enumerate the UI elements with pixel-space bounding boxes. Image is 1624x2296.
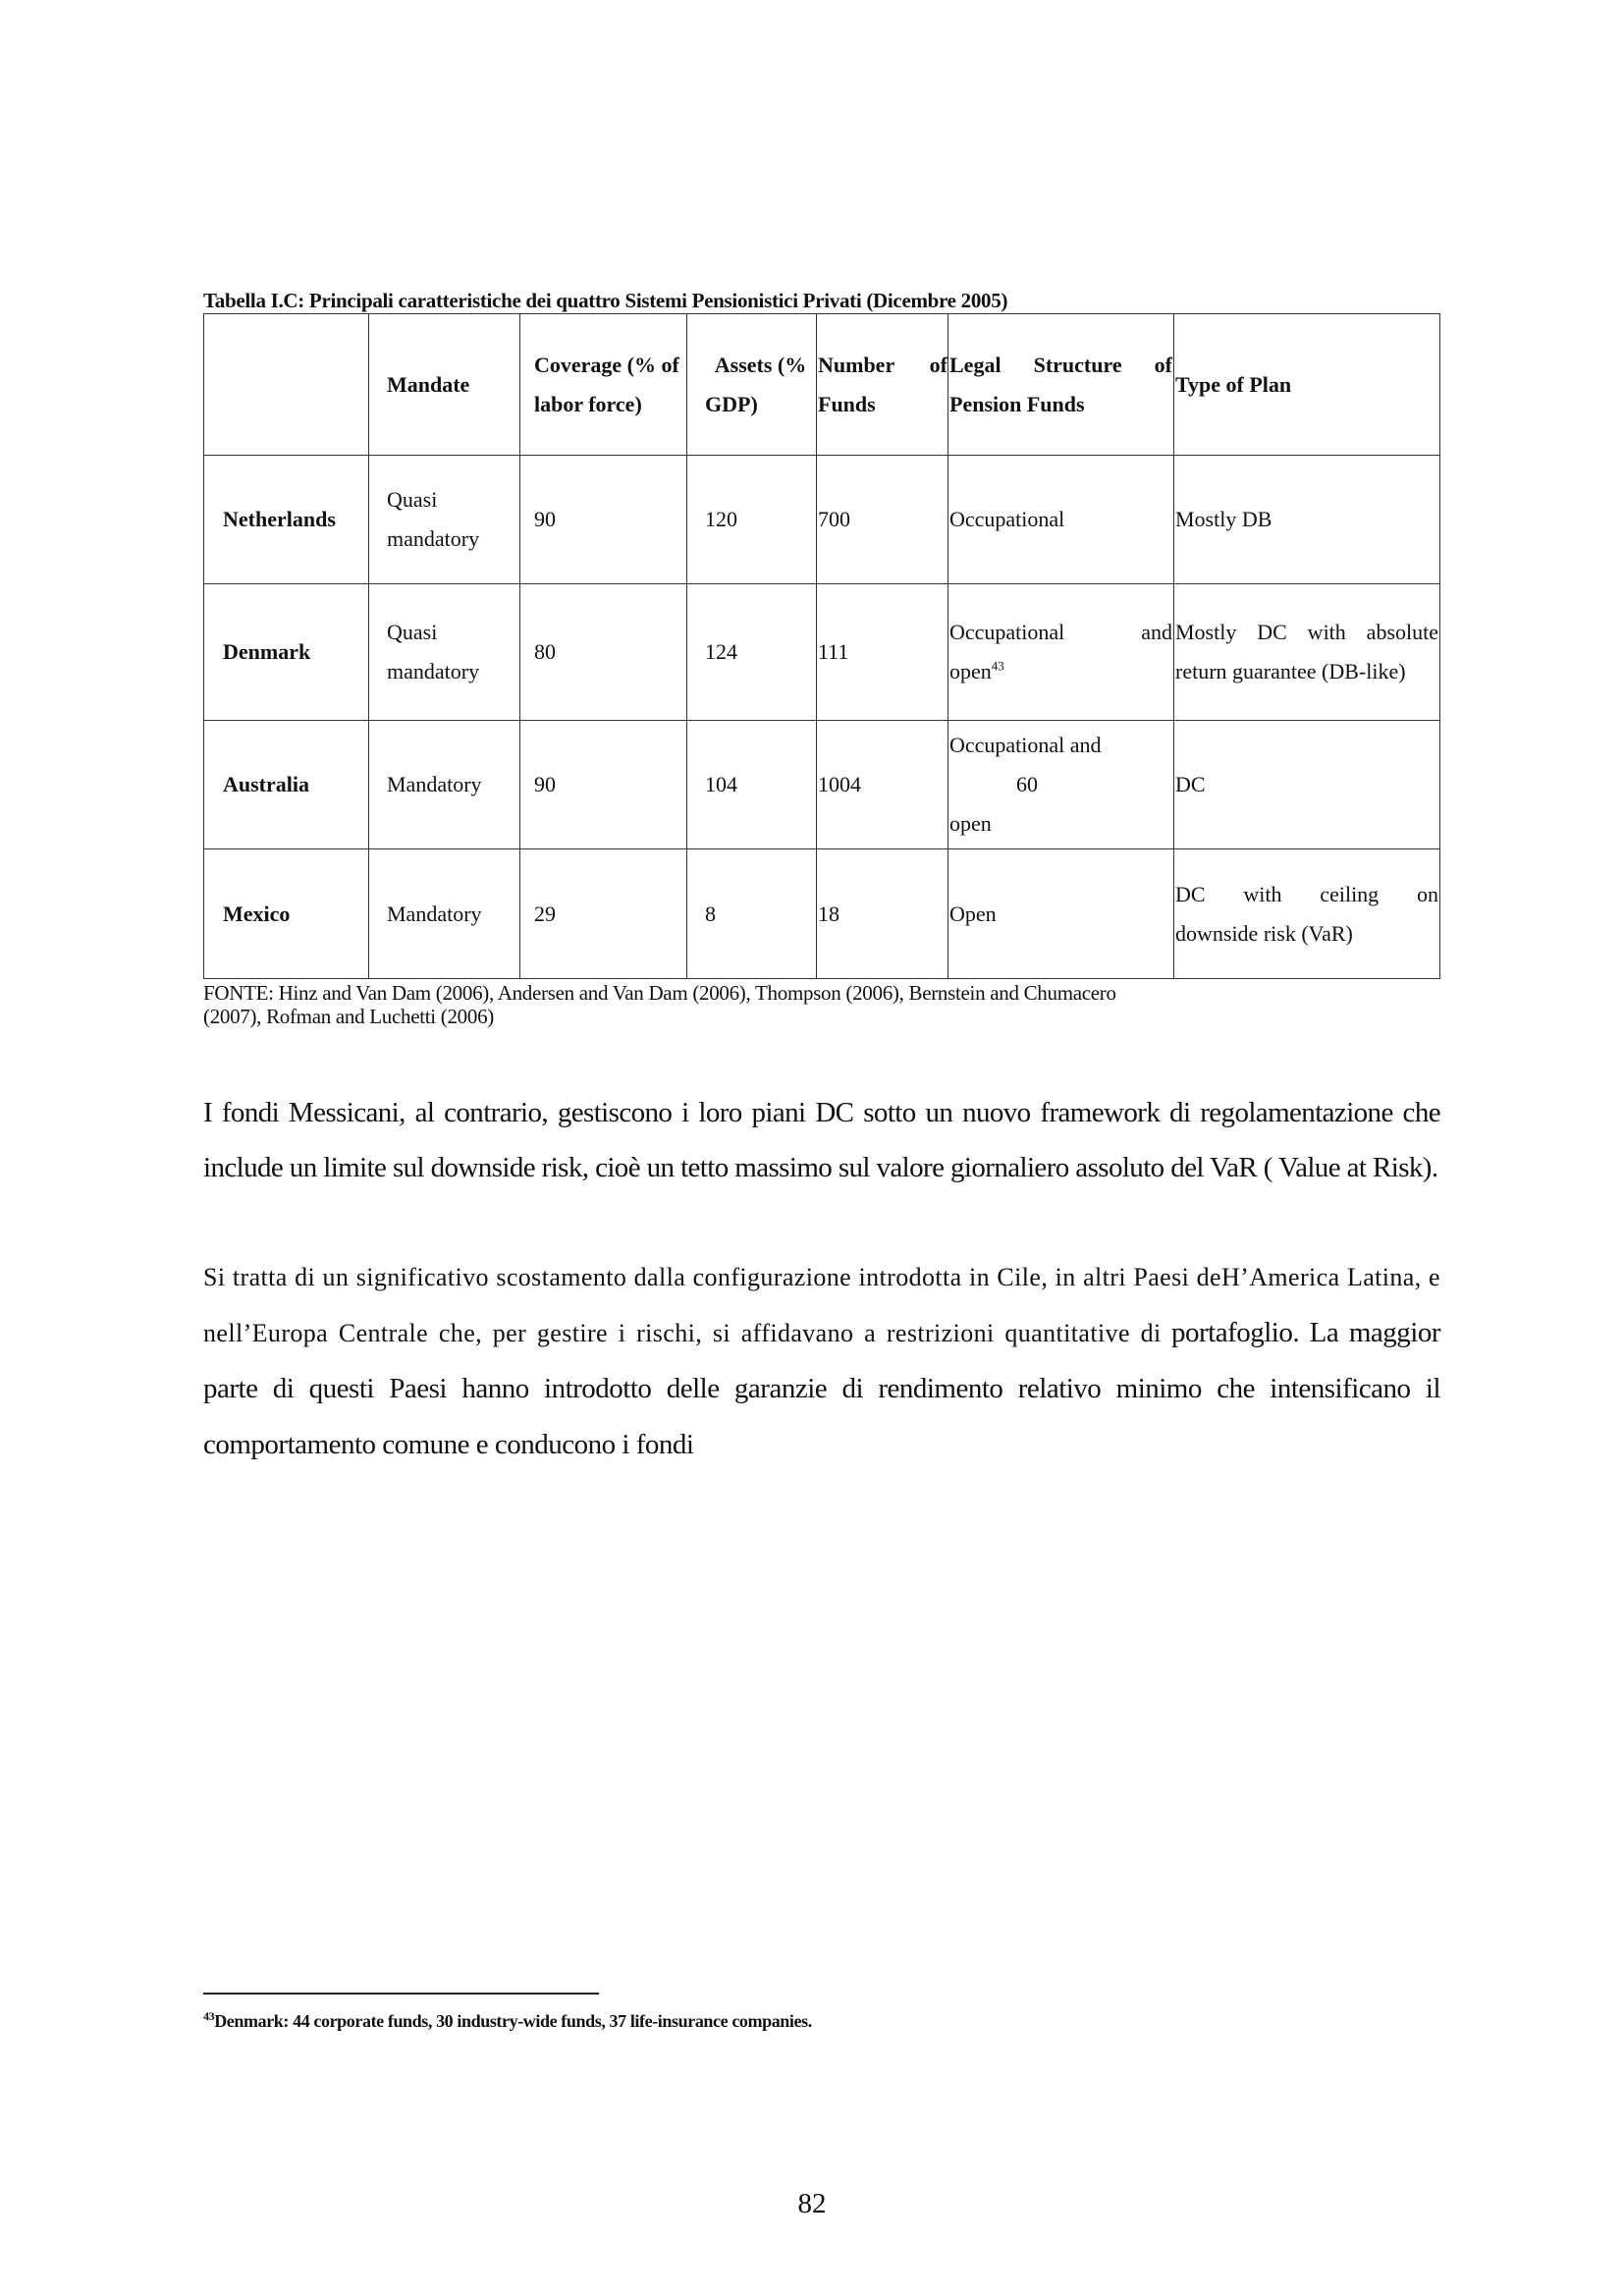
assets-cell: 104 bbox=[687, 721, 817, 849]
footnote-marker: 43 bbox=[203, 2009, 215, 2023]
table-source bbox=[203, 981, 1332, 1028]
legal-structure-cell bbox=[948, 584, 1174, 721]
header-assets-line1: Assets (% bbox=[714, 352, 807, 377]
source-line1: FONTE: Hinz and Van Dam (2006), Andersen and Van Dam (2006), Thompson (2006), Bernstein and Chumacero bbox=[203, 981, 1116, 1005]
assets-cell: 8 bbox=[687, 849, 817, 979]
table-row bbox=[204, 721, 1440, 849]
header-coverage-line1: Coverage (% of bbox=[534, 352, 679, 377]
plan-type-cell bbox=[1174, 584, 1440, 721]
coverage-cell: 80 bbox=[520, 584, 687, 721]
footnote-text: Denmark: 44 corporate funds, 30 industry-wide funds, 37 life-insurance companies. bbox=[214, 2011, 812, 2031]
country-cell: Netherlands bbox=[204, 456, 369, 584]
paragraph2-part1: Si tratta di un significativo scostamento dalla configurazione introdotta in Cile, in altri Paesi deH’America Latina, e nell’Europa Centrale che, per gestire i rischi, si affidavano a restrizioni quantitative di bbox=[203, 1263, 1440, 1347]
coverage-cell: 90 bbox=[520, 456, 687, 584]
header-assets bbox=[687, 314, 817, 456]
table-caption: Tabella I.C: Principali caratteristiche dei quattro Sistemi Pensionistici Privati (Dicembre 2005) bbox=[203, 289, 1008, 312]
coverage-cell: 29 bbox=[520, 849, 687, 979]
footnote-ref: 43 bbox=[991, 658, 1004, 674]
pension-systems-table bbox=[203, 313, 1440, 979]
legal-structure-cell: Open bbox=[948, 849, 1174, 979]
coverage-cell: 90 bbox=[520, 721, 687, 849]
country-cell: Australia bbox=[204, 721, 369, 849]
legal-line2-text: open bbox=[949, 659, 992, 683]
funds-cell: 111 bbox=[817, 584, 948, 721]
funds-cell: 1004 bbox=[817, 721, 948, 849]
legal-line3: open bbox=[949, 811, 992, 836]
plan-line2: return guarantee (DB-like) bbox=[1175, 659, 1406, 683]
assets-cell: 120 bbox=[687, 456, 817, 584]
paragraph2-part2: portafoglio. La maggior parte di questi Paesi hanno introdotto delle garanzie di rendimento relativo minimo che intensificano il comportamento comune e conducono i fondi bbox=[203, 1317, 1440, 1460]
legal-line2: 60 bbox=[1016, 772, 1038, 796]
header-number-of-funds bbox=[817, 314, 948, 456]
header-coverage bbox=[520, 314, 687, 456]
mandate-line2: mandatory bbox=[387, 659, 480, 683]
funds-cell: 700 bbox=[817, 456, 948, 584]
header-coverage-line2: labor force) bbox=[534, 391, 642, 416]
footnote-separator bbox=[203, 1993, 599, 1995]
legal-line1: Occupational and bbox=[949, 620, 1172, 644]
assets-cell: 124 bbox=[687, 584, 817, 721]
header-empty-cell bbox=[204, 314, 369, 456]
plan-type-cell bbox=[1174, 849, 1440, 979]
plan-line1: DC with ceiling on bbox=[1175, 881, 1438, 906]
plan-type-cell: DC bbox=[1174, 721, 1440, 849]
footnote bbox=[203, 2011, 812, 2032]
plan-line2: downside risk (VaR) bbox=[1175, 920, 1353, 946]
legal-line1: Occupational and bbox=[949, 733, 1102, 757]
mandate-cell: Mandatory bbox=[369, 849, 520, 979]
header-assets-line2: GDP) bbox=[705, 391, 758, 416]
header-legal-structure bbox=[948, 314, 1174, 456]
plan-line1: Mostly DC with absolute bbox=[1175, 620, 1438, 644]
table-row bbox=[204, 456, 1440, 584]
header-legal-line1: Legal Structure of bbox=[949, 352, 1172, 377]
header-mandate: Mandate bbox=[369, 314, 520, 456]
header-funds-line2: Funds bbox=[818, 391, 876, 416]
legal-line2 bbox=[949, 652, 1172, 691]
table-row bbox=[204, 849, 1440, 979]
header-legal-line2: Pension Funds bbox=[949, 391, 1085, 416]
funds-cell: 18 bbox=[817, 849, 948, 979]
mandate-line2: mandatory bbox=[387, 526, 480, 551]
body-paragraph-2 bbox=[203, 1250, 1440, 1473]
table-row bbox=[204, 584, 1440, 721]
country-cell: Denmark bbox=[204, 584, 369, 721]
body-paragraph-1: I fondi Messicani, al contrario, gestiscono i loro piani DC sotto un nuovo framework di regolamentazione che include un limite sul downside risk, cioè un tetto massimo sul valore giornaliero assoluto del VaR ( Value at Risk). bbox=[203, 1097, 1440, 1183]
mandate-cell bbox=[369, 584, 520, 721]
mandate-line1: Quasi bbox=[387, 487, 438, 512]
mandate-line1: Quasi bbox=[387, 620, 438, 644]
legal-structure-cell bbox=[948, 721, 1174, 849]
page-number: 82 bbox=[797, 2188, 827, 2219]
plan-type-cell: Mostly DB bbox=[1174, 456, 1440, 584]
mandate-cell: Mandatory bbox=[369, 721, 520, 849]
country-cell: Mexico bbox=[204, 849, 369, 979]
table-header-row bbox=[204, 314, 1440, 456]
mandate-cell bbox=[369, 456, 520, 584]
legal-structure-cell: Occupational bbox=[948, 456, 1174, 584]
header-type-of-plan: Type of Plan bbox=[1174, 314, 1440, 456]
header-funds-line1: Number of bbox=[818, 352, 947, 377]
source-line2: (2007), Rofman and Luchetti (2006) bbox=[203, 1005, 494, 1028]
